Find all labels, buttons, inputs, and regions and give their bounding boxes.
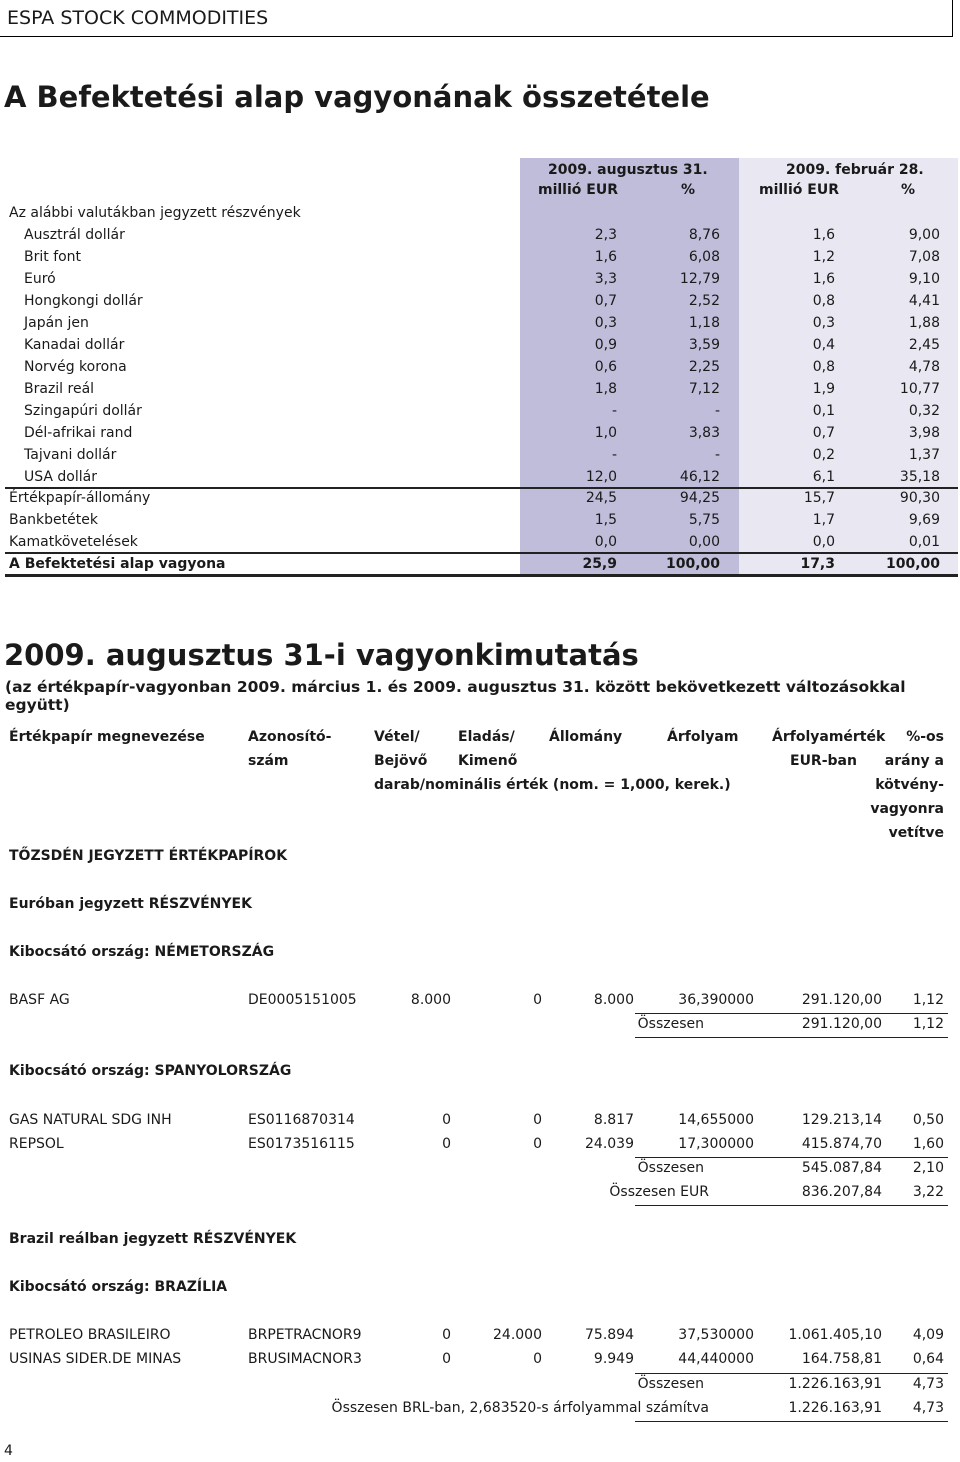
table-row — [0, 401, 960, 423]
divider — [635, 1157, 948, 1158]
cell: 0,0 — [812, 534, 835, 550]
cell: 1,8 — [594, 381, 617, 397]
cell-hold: 24.039 — [585, 1136, 634, 1152]
cell-id: ES0116870314 — [248, 1112, 355, 1128]
table-row — [0, 269, 960, 291]
col-pct-1: % — [681, 182, 696, 198]
cell-id: ES0173516115 — [248, 1136, 355, 1152]
cell: 24,5 — [585, 490, 617, 506]
cell: Japán jen — [24, 315, 89, 331]
hdr-units: darab/nominális érték (nom. = 1,000, kerek.) — [374, 777, 731, 793]
cell: 2,3 — [594, 227, 617, 243]
cell: USA dollár — [24, 469, 97, 485]
cell-name: USINAS SIDER.DE MINAS — [9, 1351, 182, 1367]
cell: - — [714, 447, 720, 463]
cell-name: BASF AG — [9, 992, 70, 1008]
divider — [635, 1205, 948, 1206]
cell: 3,98 — [908, 425, 940, 441]
cell: 1,88 — [908, 315, 940, 331]
cell: 7,12 — [688, 381, 720, 397]
cell-sell: 0 — [533, 1351, 542, 1367]
cell: 12,0 — [585, 469, 617, 485]
cell: 1,7 — [812, 512, 835, 528]
divider — [635, 1037, 948, 1038]
cell: 9,69 — [908, 512, 940, 528]
cell: 0,9 — [594, 337, 617, 353]
cell-price: 44,440000 — [678, 1351, 754, 1367]
cell: 1,6 — [812, 227, 835, 243]
hdr-value: EUR-ban — [790, 753, 857, 769]
cell: Brit font — [24, 249, 82, 265]
col-pct-2: % — [901, 182, 916, 198]
listed-heading: TŐZSDÉN JEGYZETT ÉRTÉKPAPÍROK — [9, 848, 288, 864]
cell: 46,12 — [679, 469, 720, 485]
cell: Norvég korona — [24, 359, 127, 375]
cell: Kamatkövetelések — [9, 534, 138, 550]
cell: Szingapúri dollár — [24, 403, 142, 419]
cell: Ausztrál dollár — [24, 227, 125, 243]
cell-buy: 0 — [442, 1136, 451, 1152]
cell-pct: 0,64 — [912, 1351, 944, 1367]
cell: 2,45 — [908, 337, 940, 353]
cell: Euró — [24, 271, 56, 287]
table-row — [0, 510, 960, 532]
cell: 9,00 — [908, 227, 940, 243]
hdr-pct: %-os — [906, 729, 944, 745]
cell-sell: 24.000 — [493, 1327, 542, 1343]
cell-sell: 0 — [533, 1136, 542, 1152]
hdr-pct: vetítve — [888, 825, 944, 841]
cell-pct: 1,60 — [912, 1136, 944, 1152]
cell: 1,6 — [594, 249, 617, 265]
cell: 5,75 — [688, 512, 720, 528]
divider — [635, 1013, 948, 1014]
hdr-buy: Vétel/ — [374, 729, 420, 745]
section-heading: Euróban jegyzett RÉSZVÉNYEK — [9, 896, 252, 912]
cell: 0,1 — [812, 403, 835, 419]
col-meur-2: millió EUR — [759, 182, 839, 198]
hdr-id: Azonosító- — [248, 729, 332, 745]
page-number: 4 — [4, 1443, 13, 1459]
cell: - — [611, 447, 617, 463]
cell-value: 1.061.405,10 — [788, 1327, 882, 1343]
table-row — [0, 379, 960, 401]
cell-sell: 0 — [533, 1112, 542, 1128]
cell: 94,25 — [679, 490, 720, 506]
cell-hold: 75.894 — [585, 1327, 634, 1343]
table-row — [0, 532, 960, 554]
cell: Kanadai dollár — [24, 337, 125, 353]
section-heading: Kibocsátó ország: NÉMETORSZÁG — [9, 944, 275, 960]
cell: 0,7 — [594, 293, 617, 309]
cell: 12,79 — [679, 271, 720, 287]
cell-name: REPSOL — [9, 1136, 64, 1152]
table-row — [0, 357, 960, 379]
table-row — [0, 225, 960, 247]
section-label: Az alábbi valutákban jegyzett részvények — [9, 205, 301, 221]
cell: 0,7 — [812, 425, 835, 441]
cell: Bankbetétek — [9, 512, 98, 528]
page-header — [0, 0, 953, 37]
divider — [635, 1421, 948, 1422]
cell: 3,3 — [594, 271, 617, 287]
table-row — [0, 247, 960, 269]
cell: 4,41 — [908, 293, 940, 309]
table-row — [0, 291, 960, 313]
cell: 7,08 — [908, 249, 940, 265]
cell: 2,25 — [688, 359, 720, 375]
cell: 35,18 — [899, 469, 940, 485]
cell: Tajvani dollár — [24, 447, 117, 463]
statement-subtitle: (az értékpapír-vagyonban 2009. március 1. és 2009. augusztus 31. között bekövetkezett változásokkal együtt) — [5, 678, 906, 714]
section-row — [0, 203, 960, 225]
cell: 1,37 — [908, 447, 940, 463]
table-row — [0, 488, 960, 510]
cell: 10,77 — [899, 381, 940, 397]
cell-sell: 0 — [533, 992, 542, 1008]
hdr-value: Árfolyamérték — [772, 729, 886, 745]
cell: 0,3 — [594, 315, 617, 331]
cell: Brazil reál — [24, 381, 95, 397]
cell-id: BRPETRACNOR9 — [248, 1327, 362, 1343]
statement-title: 2009. augusztus 31-i vagyonkimutatás — [4, 638, 639, 672]
cell: 0,3 — [812, 315, 835, 331]
cell-buy: 0 — [442, 1112, 451, 1128]
cell-buy: 0 — [442, 1351, 451, 1367]
period1-header: 2009. augusztus 31. — [548, 162, 708, 178]
cell-value: 291.120,00 — [801, 992, 882, 1008]
cell-hold: 9.949 — [593, 1351, 634, 1367]
cell: Hongkongi dollár — [24, 293, 143, 309]
header-title: ESPA STOCK COMMODITIES — [7, 7, 269, 29]
cell-pct: 4,09 — [912, 1327, 944, 1343]
cell: Értékpapír-állomány — [9, 490, 151, 506]
cell: 6,08 — [688, 249, 720, 265]
table-row — [0, 423, 960, 445]
cell-buy: 8.000 — [410, 992, 451, 1008]
table-row — [0, 335, 960, 357]
cell: 9,10 — [908, 271, 940, 287]
hdr-price: Árfolyam — [667, 729, 739, 745]
section-heading: Kibocsátó ország: BRAZÍLIA — [9, 1279, 228, 1295]
cell: 4,78 — [908, 359, 940, 375]
cell-value: 164.758,81 — [801, 1351, 882, 1367]
table-row — [0, 313, 960, 335]
cell-id: BRUSIMACNOR3 — [248, 1351, 362, 1367]
cell-value: 415.874,70 — [801, 1136, 882, 1152]
cell-id: DE0005151005 — [248, 992, 357, 1008]
cell: - — [611, 403, 617, 419]
cell: 3,83 — [688, 425, 720, 441]
table-row — [0, 445, 960, 467]
cell: Dél-afrikai rand — [24, 425, 133, 441]
divider — [5, 574, 958, 577]
cell: 0,8 — [812, 293, 835, 309]
cell: 90,30 — [899, 490, 940, 506]
cell-price: 36,390000 — [678, 992, 754, 1008]
hdr-pct: arány a — [884, 753, 944, 769]
hdr-holding: Állomány — [549, 729, 623, 745]
hdr-buy: Bejövő — [374, 753, 428, 769]
divider — [635, 1373, 948, 1374]
cell-price: 14,655000 — [678, 1112, 754, 1128]
cell: - — [714, 403, 720, 419]
page-title: A Befektetési alap vagyonának összetétele — [4, 80, 710, 114]
cell-name: PETROLEO BRASILEIRO — [9, 1327, 171, 1343]
cell-buy: 0 — [442, 1327, 451, 1343]
cell-value: 129.213,14 — [801, 1112, 882, 1128]
period2-header: 2009. február 28. — [786, 162, 924, 178]
cell-price: 17,300000 — [678, 1136, 754, 1152]
cell: 8,76 — [688, 227, 720, 243]
col-meur-1: millió EUR — [538, 182, 618, 198]
hdr-id: szám — [248, 753, 289, 769]
total-row: A Befektetési alap vagyona 25,9 100,00 17,3 100,00 — [9, 556, 940, 572]
cell: 0,4 — [812, 337, 835, 353]
cell: 6,1 — [812, 469, 835, 485]
cell: 1,18 — [688, 315, 720, 331]
cell: 1,6 — [812, 271, 835, 287]
cell-pct: 0,50 — [912, 1112, 944, 1128]
cell: 1,2 — [812, 249, 835, 265]
cell: 0,2 — [812, 447, 835, 463]
hdr-sell: Kimenő — [458, 753, 518, 769]
cell: 3,59 — [688, 337, 720, 353]
cell: 1,5 — [594, 512, 617, 528]
cell: 0,00 — [688, 534, 720, 550]
section-heading: Kibocsátó ország: SPANYOLORSZÁG — [9, 1063, 292, 1079]
hdr-sell: Eladás/ — [458, 729, 515, 745]
cell-hold: 8.817 — [593, 1112, 634, 1128]
cell-price: 37,530000 — [678, 1327, 754, 1343]
table-row — [0, 467, 960, 489]
hdr-pct: kötvény- — [875, 777, 944, 793]
cell: 0,0 — [594, 534, 617, 550]
cell: 0,32 — [908, 403, 940, 419]
cell-hold: 8.000 — [593, 992, 634, 1008]
hdr-pct: vagyonra — [870, 801, 944, 817]
cell: 0,01 — [908, 534, 940, 550]
cell: 0,6 — [594, 359, 617, 375]
cell: 2,52 — [688, 293, 720, 309]
cell: 1,0 — [594, 425, 617, 441]
cell: 15,7 — [803, 490, 835, 506]
cell-pct: 1,12 — [912, 992, 944, 1008]
cell: 0,8 — [812, 359, 835, 375]
cell-name: GAS NATURAL SDG INH — [9, 1112, 172, 1128]
cell: 1,9 — [812, 381, 835, 397]
section-heading: Brazil reálban jegyzett RÉSZVÉNYEK — [9, 1231, 297, 1247]
hdr-name: Értékpapír megnevezése — [9, 729, 205, 745]
